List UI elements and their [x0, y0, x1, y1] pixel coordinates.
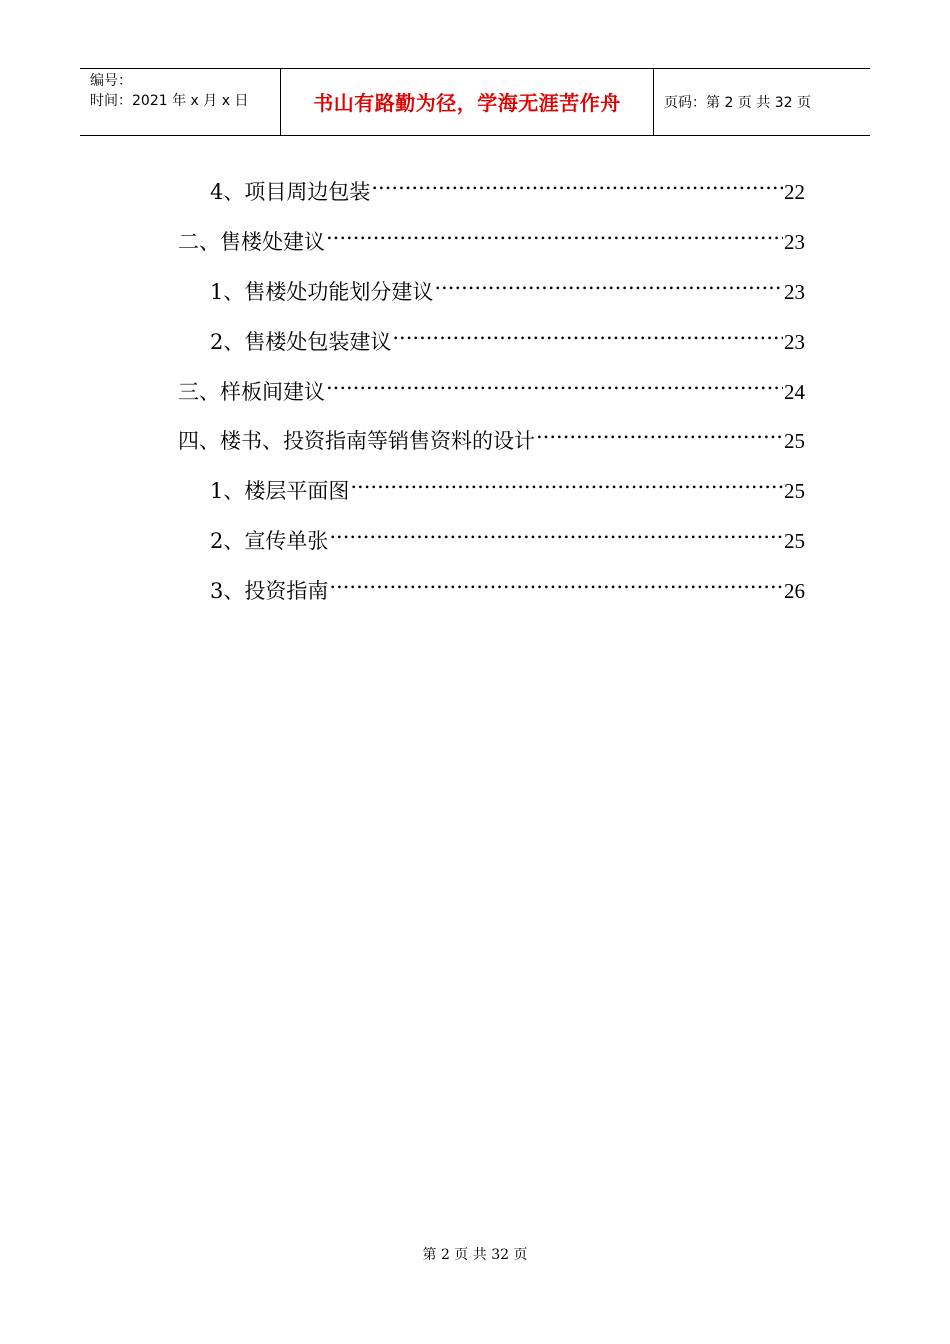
- page-header: [80, 68, 870, 136]
- toc-entry-page: 25: [784, 429, 805, 453]
- header-page-info-cell: [654, 69, 870, 135]
- toc-entry-page: 25: [784, 529, 805, 553]
- page-info: 页码：第 2 页 共 32 页: [664, 95, 811, 111]
- toc-dot-leader: [536, 418, 783, 448]
- toc-entry[interactable]: [210, 169, 805, 204]
- toc-entry-title: 1、楼层平面图: [210, 479, 350, 503]
- toc-entry-title: 2、售楼处包装建议: [210, 330, 392, 354]
- toc-dot-leader: [329, 568, 783, 598]
- toc-dot-leader: [434, 269, 783, 299]
- page-footer: [0, 1244, 950, 1264]
- motto-text: 书山有路勤为径，学海无涯苦作舟: [313, 90, 621, 115]
- toc-dot-leader: [329, 518, 783, 548]
- toc-entry[interactable]: [178, 219, 805, 254]
- footer-page-number: 第 2 页 共 32 页: [422, 1247, 528, 1263]
- toc-entry-page: 24: [784, 380, 805, 404]
- toc-entry-page: 23: [784, 230, 805, 254]
- toc-entry-title: 1、售楼处功能划分建议: [210, 280, 434, 304]
- toc-entry-page: 26: [784, 579, 805, 603]
- toc-entry-page: 25: [784, 479, 805, 503]
- toc-entry-title: 四、楼书、投资指南等销售资料的设计: [178, 429, 535, 453]
- toc-entry-page: 23: [784, 280, 805, 304]
- toc-entry-title: 3、投资指南: [210, 579, 329, 603]
- toc-dot-leader: [371, 169, 783, 199]
- date-label: 时间：2021 年 x 月 x 日: [90, 93, 249, 109]
- toc-entry-title: 三、样板间建议: [178, 380, 325, 404]
- code-label: 编号：: [90, 73, 132, 89]
- toc-entry[interactable]: [178, 418, 805, 453]
- header-meta: [80, 69, 281, 135]
- toc-entry-title: 4、项目周边包装: [210, 180, 371, 204]
- toc-entry[interactable]: [210, 319, 805, 354]
- toc-dot-leader: [350, 468, 783, 498]
- toc-dot-leader: [326, 369, 783, 399]
- toc-entry-title: 2、宣传单张: [210, 529, 329, 553]
- toc-entry[interactable]: [210, 568, 805, 603]
- header-motto-cell: [281, 69, 654, 135]
- toc-entry[interactable]: [210, 468, 805, 503]
- toc-entry[interactable]: [210, 518, 805, 553]
- toc-dot-leader: [392, 319, 783, 349]
- toc-entry[interactable]: [178, 369, 805, 404]
- toc-entry-title: 二、售楼处建议: [178, 230, 325, 254]
- toc-entry[interactable]: [210, 269, 805, 304]
- toc-entry-page: 22: [784, 180, 805, 204]
- toc-dot-leader: [326, 219, 783, 249]
- toc-entry-page: 23: [784, 330, 805, 354]
